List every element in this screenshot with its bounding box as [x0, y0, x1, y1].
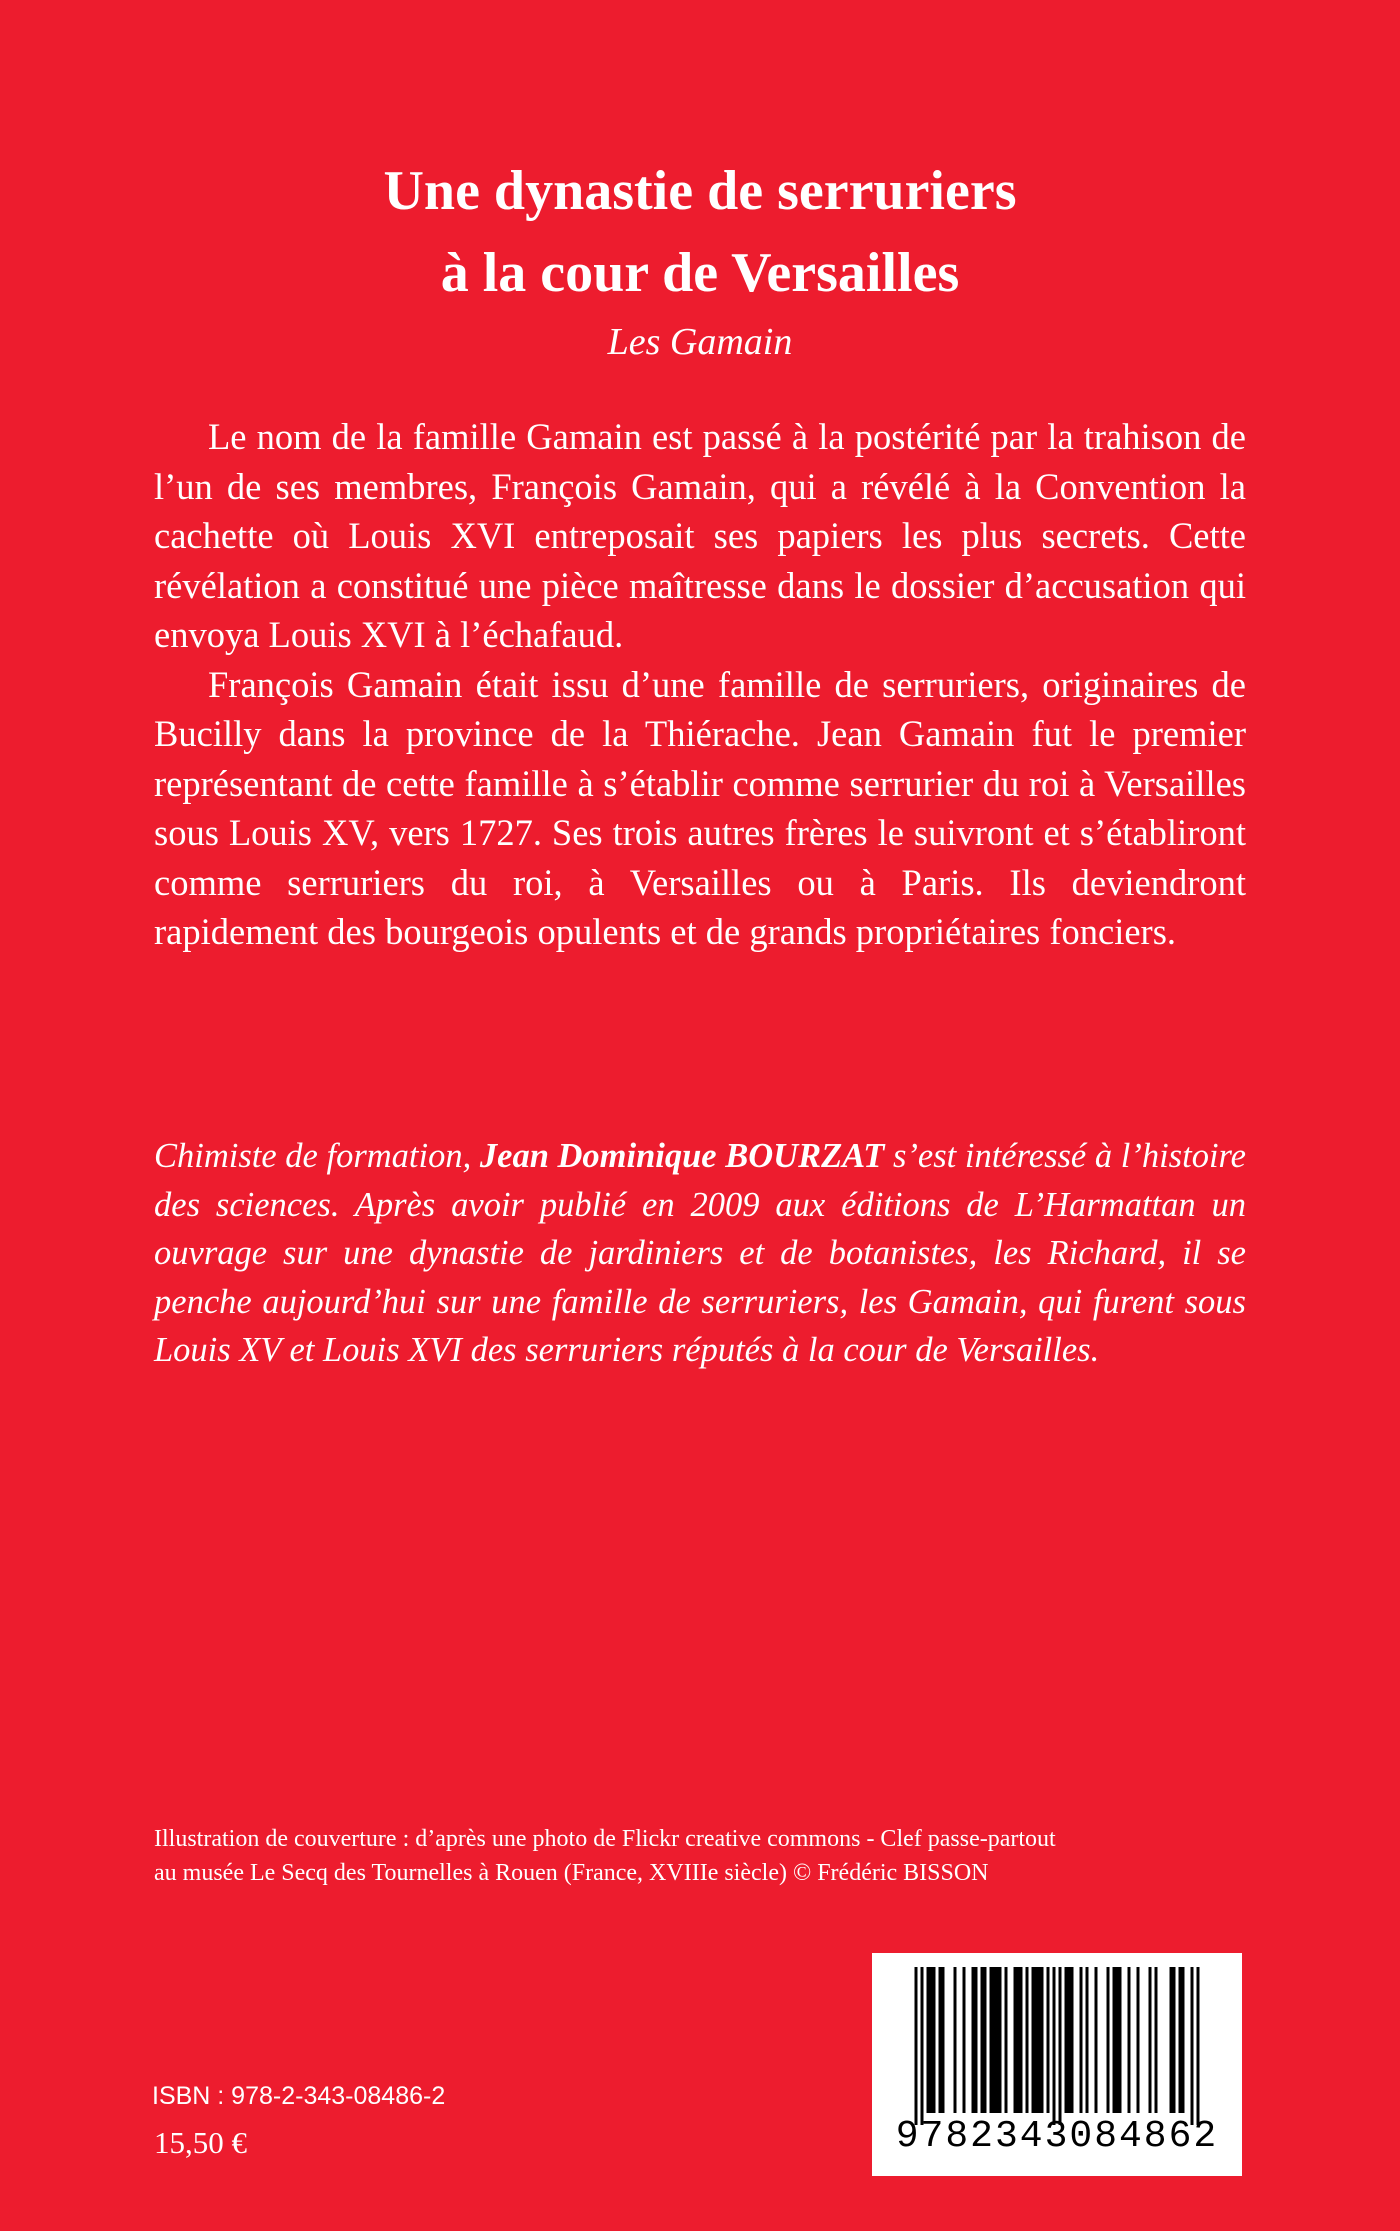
author-bio — [154, 1132, 1246, 1375]
barcode-bar — [1119, 1967, 1122, 2113]
barcode-bar — [1014, 1967, 1017, 2113]
credit-line-2: au musée Le Secq des Tournelles à Rouen (France, XVIIIe siècle) © Frédéric BISSON — [154, 1860, 989, 1886]
barcode-bar — [939, 1967, 942, 2113]
barcode-bar — [1005, 1967, 1008, 2113]
title-line-1: Une dynastie de serruriers — [383, 160, 1017, 222]
barcode-bar — [921, 1967, 924, 2125]
barcode-bar — [1017, 1967, 1020, 2113]
barcode-bar — [1065, 1967, 1068, 2113]
barcode-bar — [1086, 1967, 1089, 2113]
barcode-bar — [1071, 1967, 1074, 2113]
barcode-bar — [963, 1967, 966, 2113]
summary-paragraph-2: François Gamain était issu d’une famille de serruriers, originaires de Bucilly dans la province de la Thiérache. Jean Gamain fut le premier représentant de cette famille à s’établir comme serrurier du roi à Versailles sous Louis XV, vers 1727. Ses trois autres frères le suivront et s’établiront comme serruriers du roi, à Versailles ou à Paris. Ils deviendront rapidement des bourgeois opulents et de grands propriétaires fonciers. — [154, 663, 1246, 952]
barcode-bar — [1182, 1967, 1185, 2113]
barcode-bar — [933, 1967, 936, 2113]
barcode-bar — [975, 1967, 978, 2113]
book-summary — [154, 412, 1246, 957]
barcode-bar — [927, 1967, 930, 2113]
barcode-bar — [1026, 1967, 1029, 2113]
barcode-bar — [1032, 1967, 1035, 2113]
barcode-bar — [1116, 1967, 1119, 2113]
barcode-bar — [942, 1967, 945, 2113]
barcode-bar — [1155, 1967, 1158, 2113]
barcode-bar — [1179, 1967, 1182, 2113]
barcode-bar — [1197, 1967, 1200, 2125]
credit-line-1: Illustration de couverture : d’après une photo de Flickr creative commons - Clef passe-partout — [154, 1826, 1056, 1852]
barcode-bar — [984, 1967, 987, 2113]
barcode-bar — [993, 1967, 996, 2113]
barcode-bar — [981, 1967, 984, 2113]
barcode-bar — [1047, 1967, 1050, 2113]
barcode-bar — [1173, 1967, 1176, 2113]
barcode-bar — [1038, 1967, 1041, 2113]
barcode-bar — [1107, 1967, 1110, 2113]
author-name: Jean Dominique BOURZAT — [479, 1137, 885, 1175]
barcode-bar — [1191, 1967, 1194, 2125]
barcode-bar — [999, 1967, 1002, 2113]
bio-prefix: Chimiste de formation, — [154, 1137, 480, 1175]
illustration-credit — [154, 1822, 1254, 1890]
barcode-bar — [1080, 1967, 1083, 2113]
barcode-bar — [1128, 1967, 1131, 2113]
barcode-bar — [1068, 1967, 1071, 2113]
barcode-bar — [1095, 1967, 1098, 2113]
price-label: 15,50 € — [154, 2125, 247, 2160]
summary-paragraph-1: Le nom de la famille Gamain est passé à la postérité par la trahison de l’un de ses membres, François Gamain, qui a révélé à la Convention la cachette où Louis XVI entreposait ses papiers les plus secrets. Cette révélation a constitué une pièce maîtresse dans le dossier d’accusation qui envoya Louis XVI à l’échafaud. — [154, 416, 1246, 655]
barcode-bar — [990, 1967, 993, 2113]
barcode-bar — [1170, 1967, 1173, 2113]
barcode-bar — [1041, 1967, 1044, 2113]
barcode-bar — [1149, 1967, 1152, 2113]
barcode-digits: 9782343084862 — [895, 2115, 1219, 2158]
barcode-bar — [954, 1967, 957, 2113]
barcode-bar — [930, 1967, 933, 2113]
barcode-bar — [915, 1967, 918, 2125]
barcode-bar — [972, 1967, 975, 2113]
isbn-label: ISBN : 978-2-343-08486-2 — [152, 2082, 446, 2110]
bio-suffix: s’est intéressé à l’histoire des sciences. Après avoir publié en 2009 aux éditions de L’Harmattan un ouvrage sur une dynastie de jardiniers et de botanistes, les Richard, il se penche aujourd’hui sur une famille de serruriers, les Gamain, qui furent sous Louis XV et Louis XVI des serruriers réputés à la cour de Versailles. — [154, 1137, 1246, 1369]
barcode-bar — [1053, 1967, 1056, 2125]
barcode-bar — [1137, 1967, 1140, 2113]
barcode — [872, 1953, 1242, 2176]
author-bio-paragraph — [154, 1132, 1246, 1375]
barcode-bar — [1035, 1967, 1038, 2113]
barcode-bar — [1020, 1967, 1023, 2113]
barcode-bar — [996, 1967, 999, 2113]
title-line-2: à la cour de Versailles — [440, 242, 960, 304]
barcode-bar — [1059, 1967, 1062, 2125]
book-title — [0, 150, 1400, 314]
barcode-bar — [1113, 1967, 1116, 2113]
book-subtitle: Les Gamain — [607, 321, 793, 363]
